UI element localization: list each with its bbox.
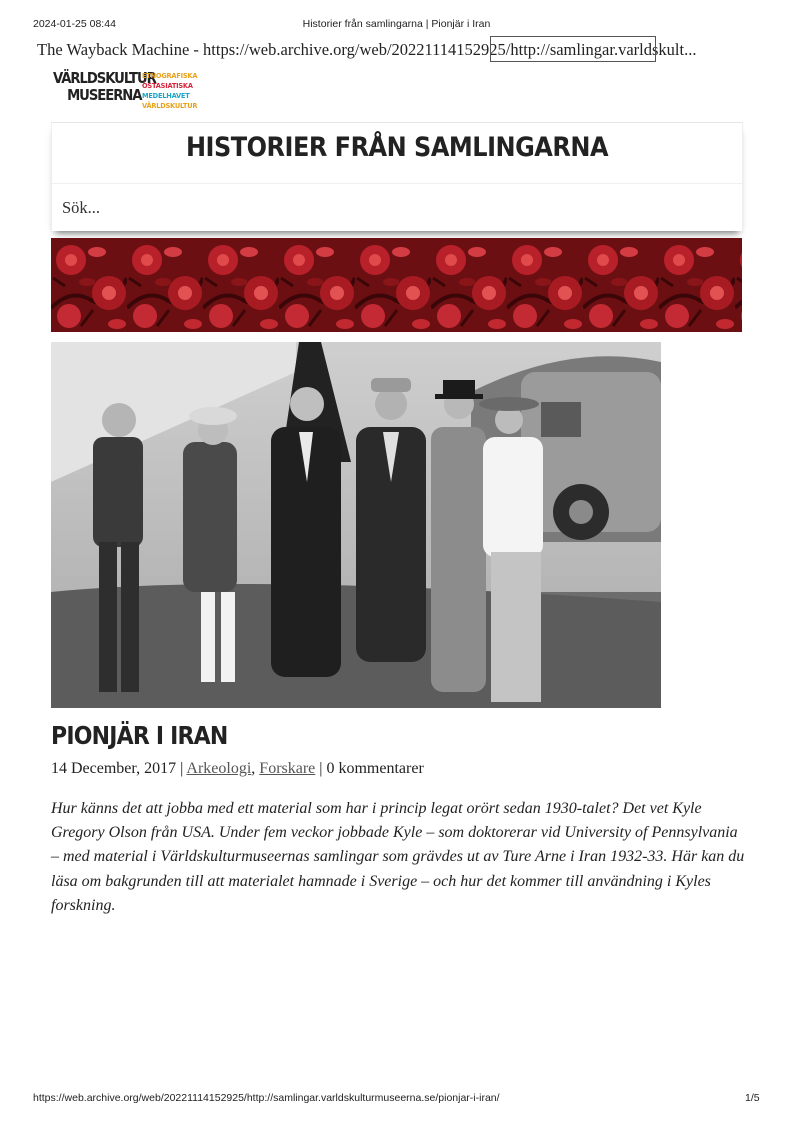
category-link-forskare[interactable]: Forskare	[259, 760, 316, 777]
logo-line-1: VÄRLDSKULTUR	[53, 69, 156, 87]
post-title[interactable]: PIONJÄR I IRAN	[51, 722, 228, 751]
logo-museum-list	[142, 71, 197, 111]
logo-museum-4: VÄRLDSKULTUR	[142, 102, 198, 110]
meta-comma: ,	[251, 760, 260, 777]
print-header-datetime: 2024-01-25 08:44	[33, 18, 116, 30]
logo-museum-3: MEDELHAVET	[142, 92, 190, 100]
featured-photo	[51, 342, 661, 708]
category-link-arkeologi[interactable]: Arkeologi	[186, 760, 252, 777]
logo-museum-1: ETNOGRAFISKA	[142, 72, 198, 80]
logo-line-2: MUSEERNA	[67, 86, 142, 104]
site-header-card	[51, 122, 743, 231]
post-date: 14 December, 2017	[51, 760, 177, 777]
wayback-overlay-box	[490, 36, 656, 62]
intro-paragraph: Hur känns det att jobba med ett material som har i princip legat orört sedan 1930-talet? Det vet Kyle Gregory Olson från USA. Under fem veckor jobbade Kyle – som doktorerar vid University of Pennsylvania – med material i Världskulturmuseernas samlingar som grävdes ut av Ture Arne i Iran 1932-33. Här kan du läsa om bakgrunden till att materialet hamnade i Sverige – och hur det kommer till användning i Kyles forskning.	[51, 800, 745, 914]
print-footer-url: https://web.archive.org/web/20221114152925/http://samlingar.varldskulturmuseerna.se/pionjar-i-iran/	[33, 1092, 500, 1104]
site-title[interactable]: HISTORIER FRÅN SAMLINGARNA	[185, 131, 609, 163]
print-footer-page: 1/5	[745, 1092, 760, 1104]
logo-museum-2: ÖSTASIATISKA	[142, 82, 193, 90]
meta-separator: |	[176, 760, 187, 777]
print-header-title: Historier från samlingarna | Pionjär i Iran	[302, 18, 491, 30]
header-banner-image	[51, 238, 742, 332]
post-meta	[51, 760, 424, 778]
site-logo[interactable]	[53, 70, 203, 112]
post-intro	[51, 797, 747, 918]
logo-wordmark	[53, 70, 156, 104]
search-input[interactable]: Sök...	[62, 198, 101, 217]
header-divider	[52, 183, 742, 184]
comment-count[interactable]: 0 kommentarer	[326, 760, 424, 777]
wayback-banner[interactable]: The Wayback Machine - https://web.archive.org/web/20221114152925/http://samlingar.varldskult...	[37, 40, 697, 59]
meta-separator: |	[315, 760, 327, 777]
